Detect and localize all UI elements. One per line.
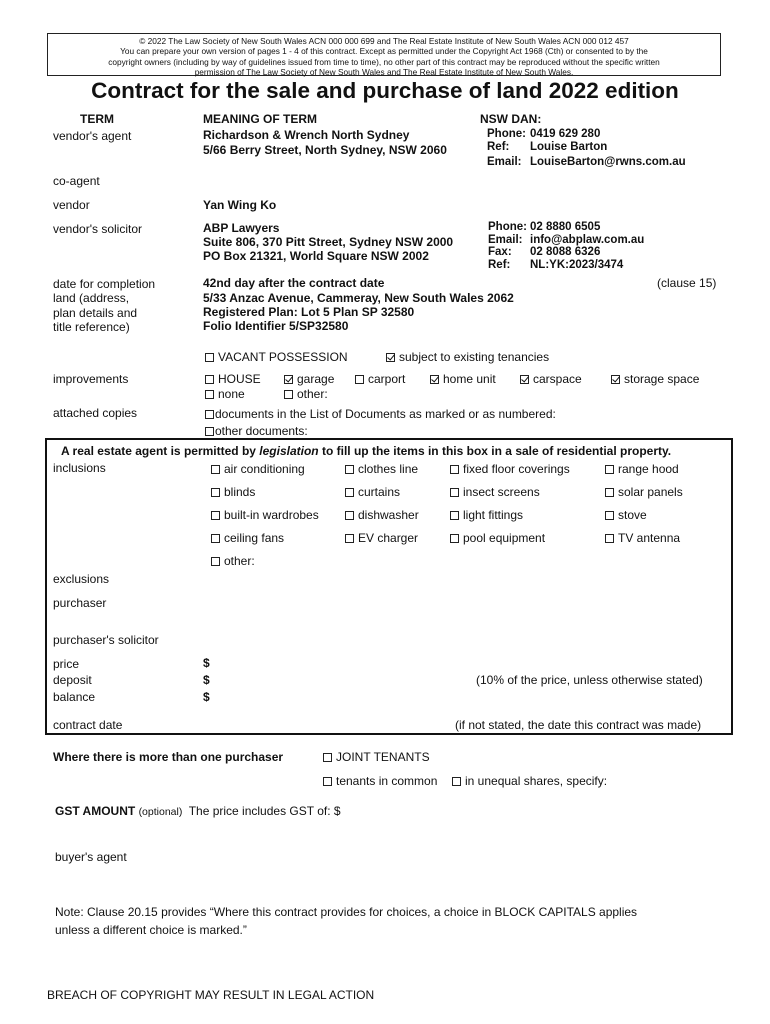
- completion-date-label: date for completion: [53, 277, 156, 291]
- copyright-line: You can prepare your own version of pages 1 - 4 of this contract. Except as permitted under the Copyright Act 1968 (Cth) or consented to by the: [120, 46, 648, 57]
- improvements-label: improvements: [53, 372, 129, 386]
- clause-15-reference: (clause 15): [657, 276, 717, 290]
- inclusions-label: inclusions: [53, 461, 106, 475]
- co-agent-label: co-agent: [53, 174, 100, 188]
- document-title: Contract for the sale and purchase of land 2022 edition: [91, 78, 679, 103]
- improvement-storage-space[interactable]: storage space: [611, 372, 699, 386]
- copyright-warning-footer: BREACH OF COPYRIGHT MAY RESULT IN LEGAL ACTION: [47, 988, 375, 1002]
- home-unit-checkbox[interactable]: [430, 375, 439, 384]
- vacant-possession-option[interactable]: VACANT POSSESSION: [205, 350, 348, 364]
- completion-date[interactable]: 42nd day after the contract date: [203, 276, 385, 290]
- house-checkbox[interactable]: [205, 375, 214, 384]
- copyright-notice: [47, 33, 721, 76]
- inclusion-checkbox[interactable]: [605, 465, 614, 474]
- inclusion-light-fittings[interactable]: light fittings: [450, 508, 523, 522]
- inclusion-checkbox[interactable]: [450, 488, 459, 497]
- agent-email-label: Email:: [487, 156, 522, 168]
- inclusion-checkbox[interactable]: [450, 465, 459, 474]
- agent-phone[interactable]: 0419 629 280: [530, 128, 601, 140]
- improvement-none[interactable]: none: [205, 387, 245, 401]
- inclusion-checkbox[interactable]: [211, 557, 220, 566]
- balance-currency: $: [203, 690, 210, 704]
- solicitor-fax-label: Fax:: [488, 246, 512, 258]
- gst-amount-label: GST AMOUNT: [55, 804, 136, 818]
- inclusion-built-in-wardrobes[interactable]: built-in wardrobes: [211, 508, 319, 522]
- registered-plan[interactable]: Registered Plan: Lot 5 Plan SP 32580: [203, 305, 415, 319]
- buyers-agent-label: buyer's agent: [55, 850, 127, 864]
- agent-email[interactable]: LouiseBarton@rwns.com.au: [530, 156, 686, 168]
- contract-date-label: contract date: [53, 718, 123, 732]
- improvement-house[interactable]: HOUSE: [205, 372, 261, 386]
- agent-box-heading: A real estate agent is permitted by legislation to fill up the items in this box in a sale of residential property.: [61, 444, 672, 458]
- solicitor-phone[interactable]: 02 8880 6505: [530, 221, 601, 233]
- agent-phone-label: Phone:: [487, 128, 526, 140]
- land-address[interactable]: 5/33 Anzac Avenue, Cammeray, New South Wales 2062: [203, 291, 514, 305]
- storage-space-checkbox[interactable]: [611, 375, 620, 384]
- inclusion-solar-panels[interactable]: solar panels: [605, 485, 683, 499]
- improvement-carport[interactable]: carport: [355, 372, 405, 386]
- unequal-shares-option[interactable]: in unequal shares, specify:: [452, 774, 607, 788]
- agent-ref-label: Ref:: [487, 141, 510, 153]
- inclusion-pool-equipment[interactable]: pool equipment: [450, 531, 545, 545]
- agent-fillable-box: [45, 438, 733, 735]
- solicitor-ref-label: Ref:: [488, 259, 511, 271]
- carport-checkbox[interactable]: [355, 375, 364, 384]
- purchasers-solicitor-label: purchaser's solicitor: [53, 633, 159, 647]
- solicitor-address[interactable]: Suite 806, 370 Pitt Street, Sydney NSW 2000: [203, 235, 454, 249]
- inclusion-insect-screens[interactable]: insect screens: [450, 485, 540, 499]
- none-checkbox[interactable]: [205, 390, 214, 399]
- joint-tenants-option[interactable]: JOINT TENANTS: [323, 750, 430, 764]
- inclusion-blinds[interactable]: blinds: [211, 485, 255, 499]
- title-reference-label: title reference): [53, 320, 130, 334]
- inclusion-curtains[interactable]: curtains: [345, 485, 400, 499]
- exclusions-label: exclusions: [53, 572, 110, 586]
- gst-text: The price includes GST of: $: [188, 804, 341, 818]
- copyright-line: copyright owners (including by way of guidelines issued from time to time), no other part of this contract may be reproduced without the specific written: [108, 56, 660, 67]
- inclusion-checkbox[interactable]: [211, 534, 220, 543]
- joint-tenants-checkbox[interactable]: [323, 753, 332, 762]
- plan-details-label: plan details and: [53, 306, 138, 320]
- inclusion-checkbox[interactable]: [211, 465, 220, 474]
- inclusion-checkbox[interactable]: [450, 511, 459, 520]
- vendors-agent-name[interactable]: Richardson & Wrench North Sydney: [203, 128, 410, 142]
- contract-date-note: (if not stated, the date this contract was made): [455, 718, 702, 732]
- copyright-line: © 2022 The Law Society of New South Wales ACN 000 000 699 and The Real Estate Institute of New South Wales ACN 000 012 457: [139, 36, 629, 46]
- garage-checkbox[interactable]: [284, 375, 293, 384]
- vacant-possession-checkbox[interactable]: [205, 353, 214, 362]
- solicitor-name[interactable]: ABP Lawyers: [203, 221, 280, 235]
- inclusion-checkbox[interactable]: [211, 488, 220, 497]
- note-line-2: unless a different choice is marked.”: [55, 923, 247, 937]
- gst-optional-label: (optional): [138, 806, 183, 818]
- multiple-purchasers-label: Where there is more than one purchaser: [53, 750, 284, 764]
- inclusion-fixed-floor-coverings[interactable]: fixed floor coverings: [450, 462, 570, 476]
- gst-amount-row: [55, 804, 341, 818]
- improvement-other[interactable]: other:: [284, 387, 328, 401]
- inclusion-other[interactable]: other:: [211, 554, 255, 568]
- improvement-home-unit[interactable]: home unit: [430, 372, 496, 386]
- inclusion-checkbox[interactable]: [345, 465, 354, 474]
- nsw-dan-header: NSW DAN:: [480, 112, 542, 126]
- inclusion-checkbox[interactable]: [605, 488, 614, 497]
- note-line-1: Note: Clause 20.15 provides “Where this contract provides for choices, a choice in BLOCK CAPITALS applies: [55, 905, 638, 919]
- agent-ref[interactable]: Louise Barton: [530, 141, 608, 153]
- vendor-name[interactable]: Yan Wing Ko: [203, 198, 277, 212]
- meaning-header: MEANING OF TERM: [203, 112, 317, 126]
- inclusion-checkbox[interactable]: [211, 511, 220, 520]
- inclusion-checkbox[interactable]: [605, 534, 614, 543]
- tenants-in-common-checkbox[interactable]: [323, 777, 332, 786]
- solicitor-po-box[interactable]: PO Box 21321, World Square NSW 2002: [203, 249, 429, 263]
- vendors-agent-address[interactable]: 5/66 Berry Street, North Sydney, NSW 2060: [203, 143, 447, 157]
- other-improvement-checkbox[interactable]: [284, 390, 293, 399]
- inclusion-checkbox[interactable]: [450, 534, 459, 543]
- inclusion-range-hood[interactable]: range hood: [605, 462, 679, 476]
- inclusion-stove[interactable]: stove: [605, 508, 647, 522]
- solicitor-email[interactable]: info@abplaw.com.au: [530, 234, 645, 246]
- improvement-carspace[interactable]: carspace: [520, 372, 582, 386]
- attached-copies-label: attached copies: [53, 406, 138, 420]
- price-label: price: [53, 657, 80, 671]
- existing-tenancies-option[interactable]: subject to existing tenancies: [386, 350, 549, 364]
- deposit-note: (10% of the price, unless otherwise stated): [476, 673, 703, 687]
- solicitor-phone-label: Phone:: [488, 221, 527, 233]
- documents-list-checkbox[interactable]: [205, 410, 214, 419]
- inclusion-air-conditioning[interactable]: air conditioning: [211, 462, 305, 476]
- unequal-shares-checkbox[interactable]: [452, 777, 461, 786]
- vendor-label: vendor: [53, 198, 90, 212]
- improvement-garage[interactable]: garage: [284, 372, 334, 386]
- inclusion-checkbox[interactable]: [345, 511, 354, 520]
- solicitor-email-label: Email:: [488, 234, 523, 246]
- price-currency: $: [203, 656, 210, 670]
- inclusion-dishwasher[interactable]: dishwasher: [345, 508, 419, 522]
- inclusion-tv-antenna[interactable]: TV antenna: [605, 531, 680, 545]
- solicitor-fax[interactable]: 02 8088 6326: [530, 246, 601, 258]
- solicitor-ref[interactable]: NL:YK:2023/3474: [530, 259, 624, 271]
- deposit-currency: $: [203, 673, 210, 687]
- folio-identifier[interactable]: Folio Identifier 5/SP32580: [203, 319, 349, 333]
- purchaser-label: purchaser: [53, 596, 107, 610]
- existing-tenancies-checkbox[interactable]: [386, 353, 395, 362]
- deposit-label: deposit: [53, 673, 92, 687]
- inclusion-checkbox[interactable]: [345, 534, 354, 543]
- attached-documents-option[interactable]: documents in the List of Documents as marked or as numbered:: [205, 407, 556, 421]
- vendors-agent-label: vendor's agent: [53, 129, 132, 143]
- other-documents-checkbox[interactable]: [205, 427, 214, 436]
- inclusion-checkbox[interactable]: [345, 488, 354, 497]
- balance-label: balance: [53, 690, 96, 704]
- inclusion-ev-charger[interactable]: EV charger: [345, 531, 418, 545]
- inclusion-clothes-line[interactable]: clothes line: [345, 462, 418, 476]
- tenants-in-common-option[interactable]: tenants in common: [323, 774, 437, 788]
- carspace-checkbox[interactable]: [520, 375, 529, 384]
- attached-other-option[interactable]: other documents:: [205, 424, 308, 438]
- land-label: land (address,: [53, 291, 130, 305]
- inclusion-checkbox[interactable]: [605, 511, 614, 520]
- term-header: TERM: [80, 112, 114, 126]
- inclusion-ceiling-fans[interactable]: ceiling fans: [211, 531, 284, 545]
- vendors-solicitor-label: vendor's solicitor: [53, 222, 142, 236]
- copyright-line: permission of The Law Society of New South Wales and The Real Estate Institute of New South Wales.: [194, 66, 574, 77]
